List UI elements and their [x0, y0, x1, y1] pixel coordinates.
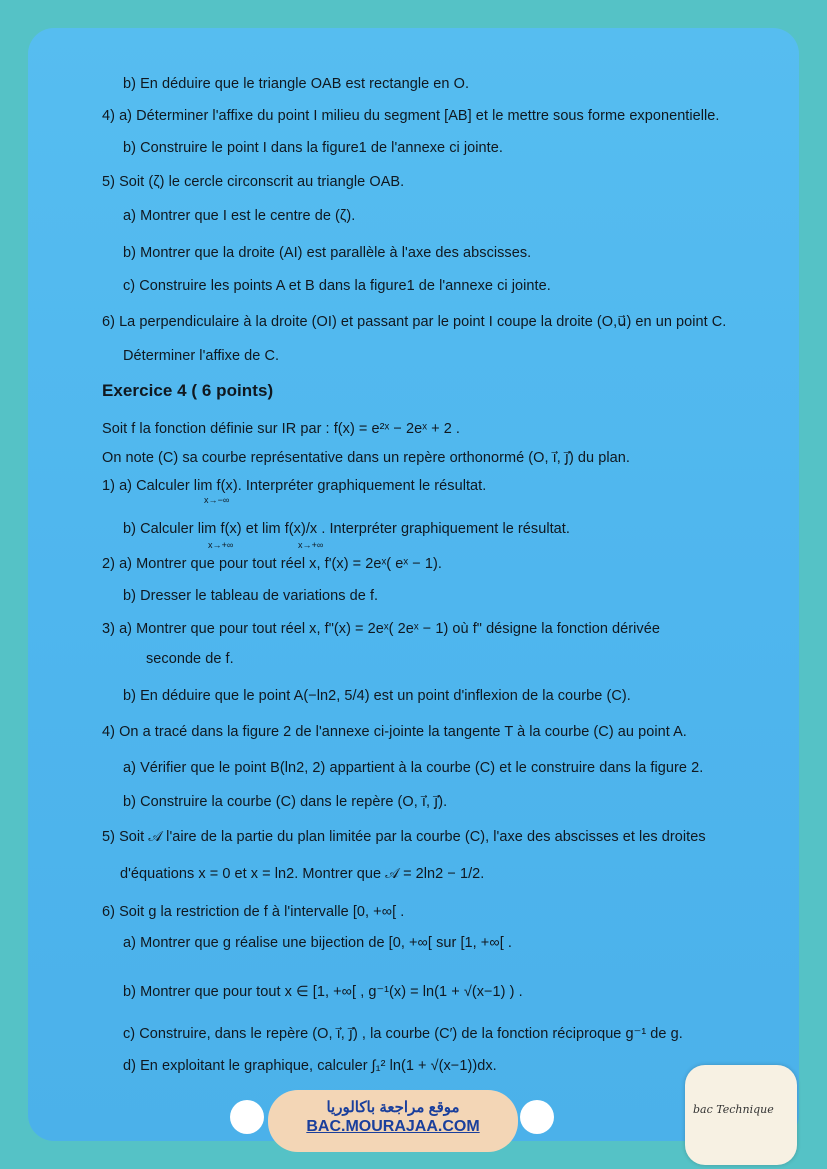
text-line: c) Construire, dans le repère (O, i⃗, j⃗) , la courbe (C′) de la fonction réciproque g⁻¹ de g. [123, 1026, 683, 1042]
limit-subscript: x→+∞ [298, 540, 324, 550]
text-line: b) Construire la courbe (C) dans le repère (O, i⃗, j⃗). [123, 794, 448, 810]
limit-subscript: x→−∞ [204, 495, 230, 505]
text-line: d) En exploitant le graphique, calculer ∫₁² ln(1 + √(x−1))dx. [123, 1058, 497, 1074]
footer-url-link[interactable]: BAC.MOURAJAA.COM [306, 1118, 480, 1135]
text-line: a) Vérifier que le point B(ln2, 2) appartient à la courbe (C) et le construire dans la figure 2. [123, 760, 704, 776]
text-line: 4) a) Déterminer l'affixe du point I milieu du segment [AB] et le mettre sous forme exponentielle. [102, 108, 720, 124]
badge-text: bac Technique [693, 1103, 774, 1116]
text-line: b) En déduire que le triangle OAB est rectangle en O. [123, 76, 470, 92]
text-line: b) Montrer que la droite (AI) est parallèle à l'axe des abscisses. [123, 245, 532, 261]
text-line: a) Montrer que g réalise une bijection de [0, +∞[ sur [1, +∞[ . [123, 935, 512, 951]
text-line: 6) La perpendiculaire à la droite (OI) et passant par le point I coupe la droite (O,u⃗) en un point C. [102, 314, 727, 330]
document-page [28, 28, 799, 1141]
text-line: Déterminer l'affixe de C. [123, 348, 280, 364]
text-line: seconde de f. [146, 651, 234, 667]
text-line: 2) a) Montrer que pour tout réel x, f'(x) = 2eˣ( eˣ − 1). [102, 556, 442, 572]
text-line: b) Calculer lim f(x) et lim f(x)/x . Interpréter graphiquement le résultat. [123, 521, 570, 537]
text-line: 3) a) Montrer que pour tout réel x, f"(x) = 2eˣ( 2eˣ − 1) où f" désigne la fonction dérivée [102, 621, 660, 637]
text-line: 6) Soit g la restriction de f à l'intervalle [0, +∞[ . [102, 904, 405, 920]
text-line: c) Construire les points A et B dans la figure1 de l'annexe ci jointe. [123, 278, 551, 294]
text-line: a) Montrer que I est le centre de (ζ). [123, 208, 356, 224]
text-line: b) Construire le point I dans la figure1 de l'annexe ci jointe. [123, 140, 503, 156]
text-line: b) En déduire que le point A(−ln2, 5/4) est un point d'inflexion de la courbe (C). [123, 688, 631, 704]
text-line: Soit f la fonction définie sur IR par : f(x) = e²ˣ − 2eˣ + 2 . [102, 421, 460, 437]
text-line: b) Dresser le tableau de variations de f. [123, 588, 379, 604]
footer-banner[interactable] [268, 1090, 518, 1152]
text-line: 4) On a tracé dans la figure 2 de l'annexe ci-jointe la tangente T à la courbe (C) au point A. [102, 724, 687, 740]
text-line: 1) a) Calculer lim f(x). Interpréter graphiquement le résultat. [102, 478, 487, 494]
text-line: 5) Soit (ζ) le cercle circonscrit au triangle OAB. [102, 174, 405, 190]
limit-subscript: x→+∞ [208, 540, 234, 550]
text-line: d'équations x = 0 et x = ln2. Montrer que 𝒜 = 2ln2 − 1/2. [120, 866, 485, 882]
text-line: 5) Soit 𝒜 l'aire de la partie du plan limitée par la courbe (C), l'axe des abscisses et les droites [102, 829, 706, 845]
text-line: b) Montrer que pour tout x ∈ [1, +∞[ , g⁻¹(x) = ln(1 + √(x−1) ) . [123, 984, 523, 1000]
bac-technique-badge [685, 1065, 797, 1165]
footer-arabic-text: موقع مراجعة باكالوريا [326, 1099, 460, 1116]
site-logo-icon [230, 1100, 264, 1134]
text-line: On note (C) sa courbe représentative dans un repère orthonormé (O, i⃗, j⃗) du plan. [102, 450, 630, 466]
exercise-heading: Exercice 4 ( 6 points) [102, 381, 274, 400]
site-logo-icon [520, 1100, 554, 1134]
